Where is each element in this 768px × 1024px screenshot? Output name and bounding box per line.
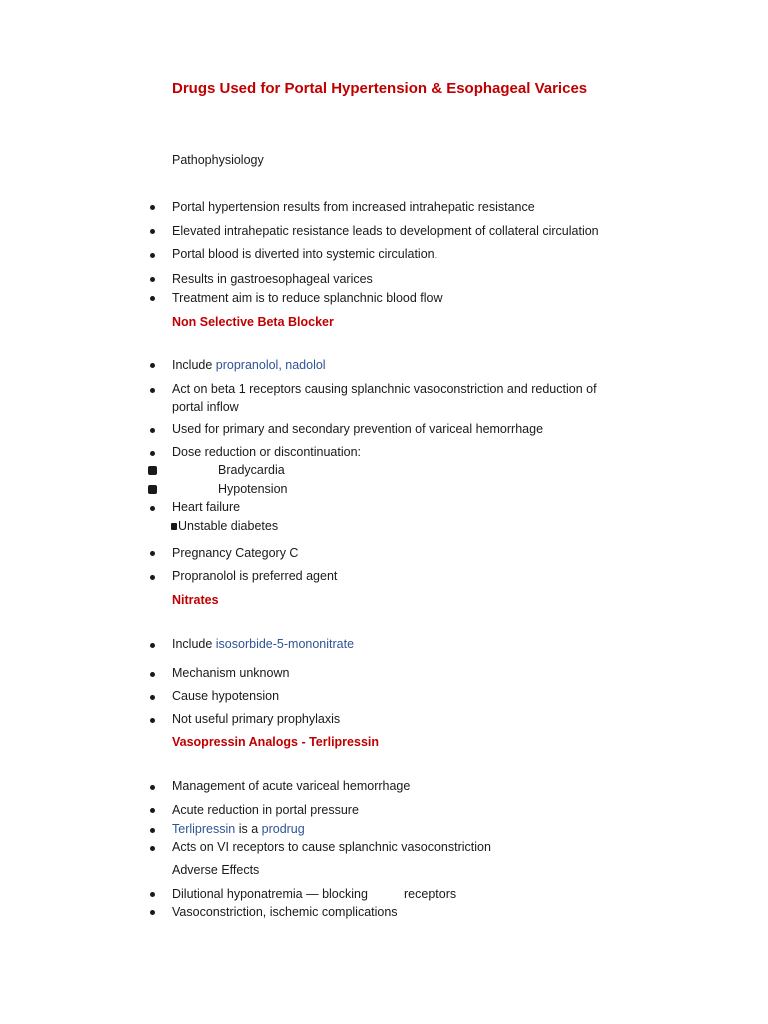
include-prefix: Include — [172, 358, 216, 372]
drug-names: propranolol, nadolol — [215, 358, 326, 372]
bullet — [150, 506, 155, 511]
list-item-text: Portal blood is diverted into systemic circulation — [172, 247, 435, 261]
list-item: Pregnancy Category C — [172, 546, 299, 560]
connector-text: is a — [235, 822, 262, 836]
list-item: Dilutional hyponatremia — blocking — [172, 887, 368, 901]
bullet — [150, 229, 155, 234]
list-item — [172, 822, 305, 836]
list-item-continuation: portal inflow — [172, 400, 239, 414]
bullet — [150, 551, 155, 556]
bullet — [150, 277, 155, 282]
list-item — [172, 637, 354, 651]
sub-list-item: Hypotension — [218, 482, 288, 496]
trailing-dot: . — [434, 250, 438, 260]
drug-class: prodrug — [261, 822, 305, 836]
bullet — [150, 575, 155, 580]
list-item-continuation: receptors — [404, 887, 457, 901]
list-item: Acts on VI receptors to cause splanchnic vasoconstriction — [172, 840, 491, 854]
bullet — [150, 205, 155, 210]
list-item: Management of acute variceal hemorrhage — [172, 779, 411, 793]
list-item — [172, 247, 437, 261]
drug-name: Terlipressin — [172, 822, 236, 836]
bullet — [150, 846, 155, 851]
bullet — [150, 428, 155, 433]
include-prefix: Include — [172, 637, 216, 651]
list-item: Unstable diabetes — [178, 519, 279, 533]
pathophysiology-heading: Pathophysiology — [172, 153, 264, 167]
bullet — [150, 892, 155, 897]
bullet — [150, 828, 155, 833]
list-item: Used for primary and secondary prevention of variceal hemorrhage — [172, 422, 544, 436]
list-item: Heart failure — [172, 500, 241, 514]
list-item: Not useful primary prophylaxis — [172, 712, 341, 726]
adverse-effects-heading: Adverse Effects — [172, 863, 260, 877]
bullet — [150, 363, 155, 368]
bullet — [150, 695, 155, 700]
bullet — [150, 296, 155, 301]
beta-blocker-heading: Non Selective Beta Blocker — [172, 315, 334, 329]
square-bullet — [148, 466, 157, 475]
nitrates-heading: Nitrates — [172, 593, 219, 607]
drug-names: isosorbide-5-mononitrate — [215, 637, 355, 651]
bullet — [150, 253, 155, 258]
list-item: Portal hypertension results from increased intrahepatic resistance — [172, 200, 535, 214]
list-item: Treatment aim is to reduce splanchnic blood flow — [172, 291, 443, 305]
list-item: Vasoconstriction, ischemic complications — [172, 905, 398, 919]
list-item: Cause hypotension — [172, 689, 280, 703]
list-item: Dose reduction or discontinuation: — [172, 445, 362, 459]
bullet — [150, 718, 155, 723]
list-item — [172, 358, 326, 372]
list-item: Propranolol is preferred agent — [172, 569, 338, 583]
bullet — [150, 451, 155, 456]
list-item: Results in gastroesophageal varices — [172, 272, 373, 286]
vasopressin-heading: Vasopressin Analogs - Terlipressin — [172, 735, 380, 749]
bullet — [150, 785, 155, 790]
page-title: Drugs Used for Portal Hypertension & Esophageal Varices — [172, 80, 588, 97]
list-item: Act on beta 1 receptors causing splanchnic vasoconstriction and reduction of — [172, 382, 597, 396]
square-bullet — [171, 523, 177, 530]
bullet — [150, 672, 155, 677]
sub-list-item: Bradycardia — [218, 463, 285, 477]
list-item: Mechanism unknown — [172, 666, 290, 680]
bullet — [150, 388, 155, 393]
list-item: Elevated intrahepatic resistance leads to development of collateral circulation — [172, 224, 599, 238]
square-bullet — [148, 485, 157, 494]
list-item: Acute reduction in portal pressure — [172, 803, 359, 817]
bullet — [150, 910, 155, 915]
bullet — [150, 643, 155, 648]
bullet — [150, 808, 155, 813]
